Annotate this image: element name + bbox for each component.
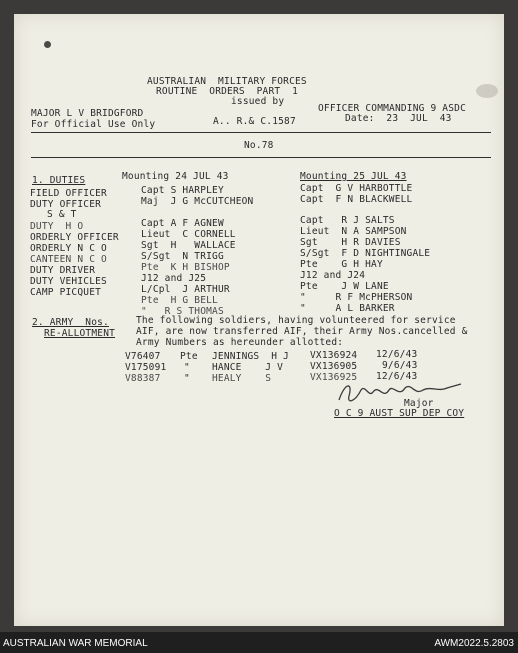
rank: " — [184, 362, 190, 373]
duty-name-day2: Pte J W LANE — [300, 281, 389, 292]
old-number: V76407 — [125, 351, 161, 362]
new-number: VX136925 — [310, 372, 358, 383]
duty-label: ORDERLY N C O — [30, 243, 107, 254]
duty-name-day1: Lieut C CORNELL — [141, 229, 236, 240]
old-number: V88387 — [125, 373, 161, 384]
duty-label: DUTY VEHICLES — [30, 276, 107, 287]
handwritten-signature — [335, 378, 465, 412]
army-subheading: RE-ALLOTMENT — [44, 328, 116, 339]
duty-name-day2: " R F McPHERSON — [300, 292, 413, 303]
duty-name-day2: Capt R J SALTS — [300, 215, 395, 226]
official-use: For Official Use Only — [31, 119, 156, 130]
army-text-line: Army Numbers as hereunder allotted: — [136, 337, 344, 348]
enlist-date: 12/6/43 — [376, 371, 418, 382]
punch-mark — [44, 41, 51, 48]
duty-label: DUTY DRIVER — [30, 265, 96, 276]
duties-heading: 1. DUTIES — [32, 175, 86, 186]
footer-institution: AUSTRALIAN WAR MEMORIAL — [3, 638, 148, 649]
duty-name-day1: Pte K H BISHOP — [141, 262, 230, 273]
duty-name-day2: Capt G V HARBOTTLE — [300, 183, 413, 194]
army-text-line: AIF, are now transferred AIF, their Army Nos.cancelled & — [136, 326, 468, 337]
duty-name-day2: " A L BARKER — [300, 303, 395, 314]
header-line-1: AUSTRALIAN MILITARY FORCES — [147, 76, 307, 87]
duty-name-day1: Capt S HARPLEY — [141, 185, 224, 196]
mounting-date-1: Mounting 24 JUL 43 — [122, 171, 229, 182]
soldier-name: HEALY S — [212, 373, 272, 384]
enlist-date: 12/6/43 — [376, 349, 418, 360]
duty-label: CAMP PICQUET — [30, 287, 102, 298]
duty-name-day2: Pte G H HAY — [300, 259, 383, 270]
rule-middle — [31, 157, 491, 158]
new-number: VX136905 — [310, 361, 358, 372]
new-number: VX136924 — [310, 350, 358, 361]
duty-label: ORDERLY OFFICER — [30, 232, 119, 243]
enlist-date: 9/6/43 — [382, 360, 418, 371]
footer-accession: AWM2022.5.2803 — [434, 638, 514, 649]
duty-name-day1: Sgt H WALLACE — [141, 240, 236, 251]
rank: Pte — [180, 351, 198, 362]
rule-top — [31, 132, 491, 133]
duty-name-day1: Capt A F AGNEW — [141, 218, 224, 229]
header-line-3: issued by — [231, 96, 285, 107]
old-number: V175091 — [125, 362, 167, 373]
order-number: No.78 — [244, 140, 274, 151]
form-number: A.. R.& C.1587 — [213, 116, 296, 127]
duty-name-day2: S/Sgt F D NIGHTINGALE — [300, 248, 431, 259]
duty-name-day2: J12 and J24 — [300, 270, 366, 281]
ink-stamp-mark — [476, 84, 498, 98]
duty-name-day1: S/Sgt N TRIGG — [141, 251, 224, 262]
army-heading: 2. ARMY Nos. — [32, 317, 109, 328]
duty-name-day2: Lieut N A SAMPSON — [300, 226, 407, 237]
archive-footer — [0, 632, 518, 653]
officer-commanding: OFFICER COMMANDING 9 ASDC — [318, 103, 466, 114]
duty-label: FIELD OFFICER — [30, 188, 107, 199]
order-date: Date: 23 JUL 43 — [345, 113, 452, 124]
issuer-name: MAJOR L V BRIDGFORD — [31, 108, 144, 119]
soldier-name: HANCE J V — [212, 362, 284, 373]
duty-name-day1: J12 and J25 — [141, 273, 207, 284]
header-line-2: ROUTINE ORDERS PART 1 — [156, 86, 299, 97]
duty-name-day2: Capt F N BLACKWELL — [300, 194, 413, 205]
duty-label: CANTEEN N C O — [30, 254, 107, 265]
duty-label: DUTY H O — [30, 221, 84, 232]
signatory-rank: Major — [404, 398, 434, 409]
duty-name-day1: Maj J G McCUTCHEON — [141, 196, 254, 207]
duty-name-day1: Pte H G BELL — [141, 295, 218, 306]
soldier-name: JENNINGS H J — [212, 351, 289, 362]
mounting-date-2: Mounting 25 JUL 43 — [300, 171, 407, 182]
duty-name-day1: L/Cpl J ARTHUR — [141, 284, 230, 295]
duty-name-day2: Sgt H R DAVIES — [300, 237, 401, 248]
rank: " — [184, 373, 190, 384]
army-text-line: The following soldiers, having volunteered for service — [136, 315, 456, 326]
duty-label: DUTY OFFICER — [30, 199, 102, 210]
duty-label: S & T — [47, 209, 77, 220]
signatory-unit: O C 9 AUST SUP DEP COY — [334, 408, 465, 419]
duty-name-day1: " R S THOMAS — [141, 306, 224, 317]
